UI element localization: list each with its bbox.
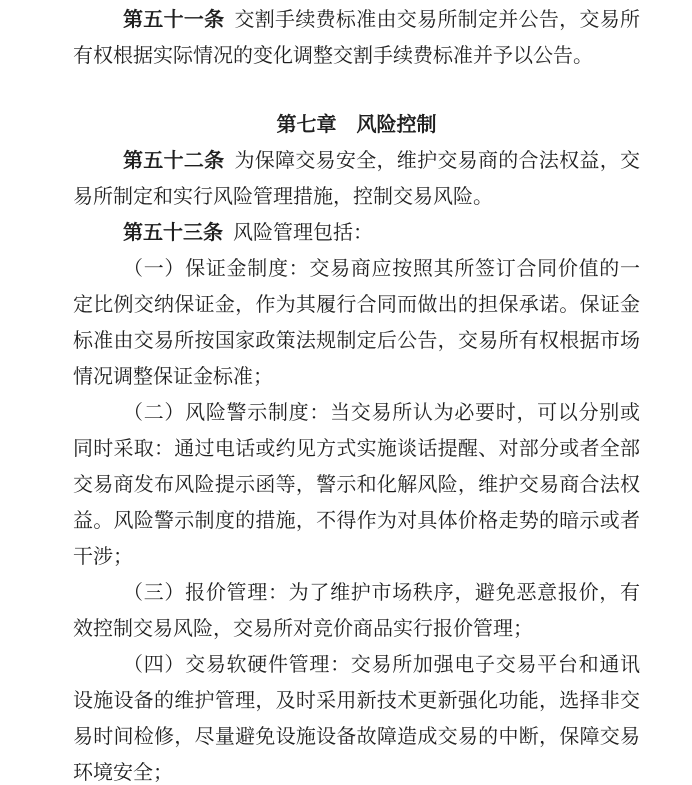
item-1-text: （一）保证金制度：交易商应按照其所签订合同价值的一定比例交纳保证金，作为其履行合同而做出的担保承诺。保证金标准由交易所按国家政策法规制定后公告，交易所有权根据市场情况调整保证金标准； [73,258,640,388]
chapter-title: 风险控制 [356,114,437,136]
article-51-text: 交割手续费标准由交易所制定并公告，交易所有权根据实际情况的变化调整交割手续费标准并予以公告。 [73,9,641,67]
article-52-text: 为保障交易安全，维护交易商的合法权益，交易所制定和实行风险管理措施，控制交易风险。 [73,150,641,208]
article-53-number: 第五十三条 [123,222,223,244]
item-2-text: （二）风险警示制度：当交易所认为必要时，可以分别或同时采取：通过电话或约见方式实施谈话提醒、对部分或者全部交易商发布风险提示函等，警示和化解风险，维护交易商合法权益。风险警示制度的措施，不得作为对具体价格走势的暗示或者干涉； [73,402,640,568]
chapter-number: 第七章 [276,114,337,136]
chapter-heading [73,107,640,143]
item-2-paragraph [73,395,640,575]
article-53-paragraph [73,215,640,251]
article-52-paragraph [73,143,640,215]
article-51-paragraph [73,2,640,74]
article-53-text: 风险管理包括： [233,222,373,244]
item-3-text: （三）报价管理：为了维护市场秩序，避免恶意报价，有效控制交易风险，交易所对竞价商品实行报价管理； [73,582,640,640]
item-4-paragraph [73,647,640,785]
item-4-text: （四）交易软硬件管理：交易所加强电子交易平台和通讯设施设备的维护管理，及时采用新技术更新强化功能，选择非交易时间检修，尽量避免设施设备故障造成交易的中断，保障交易环境安全； [73,654,640,784]
article-51-number: 第五十一条 [123,9,225,31]
item-1-paragraph [73,251,640,395]
article-52-number: 第五十二条 [123,150,225,172]
item-3-paragraph [73,575,640,647]
